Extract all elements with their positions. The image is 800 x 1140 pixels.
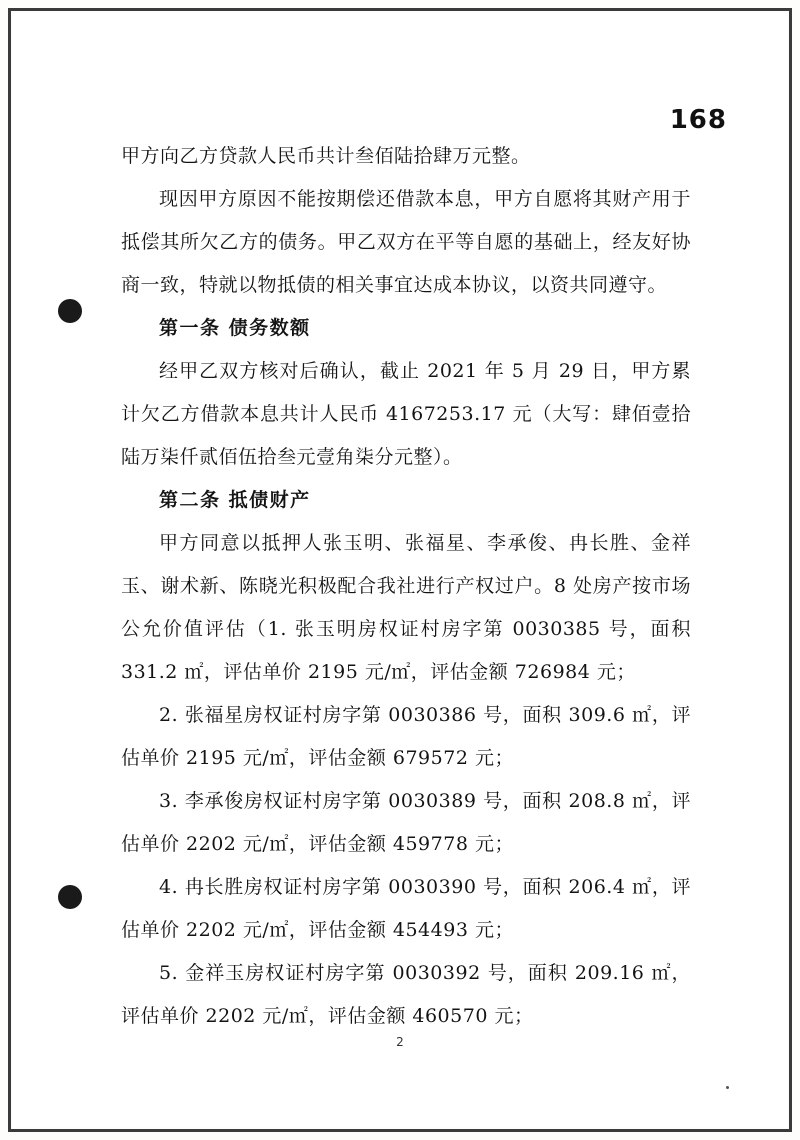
paragraph-property-item-5: 5. 金祥玉房权证村房字第 0030392 号，面积 209.16 ㎡，评估单价 2202 元/㎡，评估金额 460570 元； (121, 962, 691, 1027)
scan-speck (726, 1086, 729, 1089)
paragraph-property-item-2: 2. 张福星房权证村房字第 0030386 号，面积 309.6 ㎡，评估单价 2195 元/㎡，评估金额 679572 元； (121, 704, 691, 769)
footer-page-number: 2 (396, 1035, 404, 1049)
paragraph-preamble: 现因甲方原因不能按期偿还借款本息，甲方自愿将其财产用于抵偿其所欠乙方的债务。甲乙双方在平等自愿的基础上，经友好协商一致，特就以物抵债的相关事宜达成本协议，以资共同遵守。 (121, 188, 691, 296)
binding-hole-mark-top (58, 299, 82, 323)
paragraph-opening: 甲方向乙方贷款人民币共计叁佰陆拾肆万元整。 (121, 145, 531, 167)
paragraph-property-list-intro: 甲方同意以抵押人张玉明、张福星、李承俊、冉长胜、金祥玉、谢术新、陈晓光积极配合我社进行产权过户。8 处房产按市场公允价值评估（1. 张玉明房权证村房字第 0030385 号，面积 331.2 ㎡，评估单价 2195 元/㎡，评估金额 726984 元； (121, 532, 691, 683)
paragraph-property-item-3: 3. 李承俊房权证村房字第 0030389 号，面积 208.8 ㎡，评估单价 2202 元/㎡，评估金额 459778 元； (121, 790, 691, 855)
paragraph-property-item-4: 4. 冉长胜房权证村房字第 0030390 号，面积 206.4 ㎡，评估单价 2202 元/㎡，评估金额 454493 元； (121, 876, 691, 941)
binding-hole-mark-bottom (58, 885, 82, 909)
section-heading-article-two: 第二条 抵债财产 (159, 489, 311, 511)
document-body (121, 135, 691, 1038)
paragraph-debt-amount: 经甲乙双方核对后确认，截止 2021 年 5 月 29 日，甲方累计欠乙方借款本息共计人民币 4167253.17 元（大写：肆佰壹拾陆万柒仟贰佰伍拾叁元壹角柒分元整）。 (121, 360, 691, 468)
section-heading-article-one: 第一条 债务数额 (159, 317, 311, 339)
stamped-page-number: 168 (669, 105, 727, 135)
document-paper (13, 13, 787, 1127)
